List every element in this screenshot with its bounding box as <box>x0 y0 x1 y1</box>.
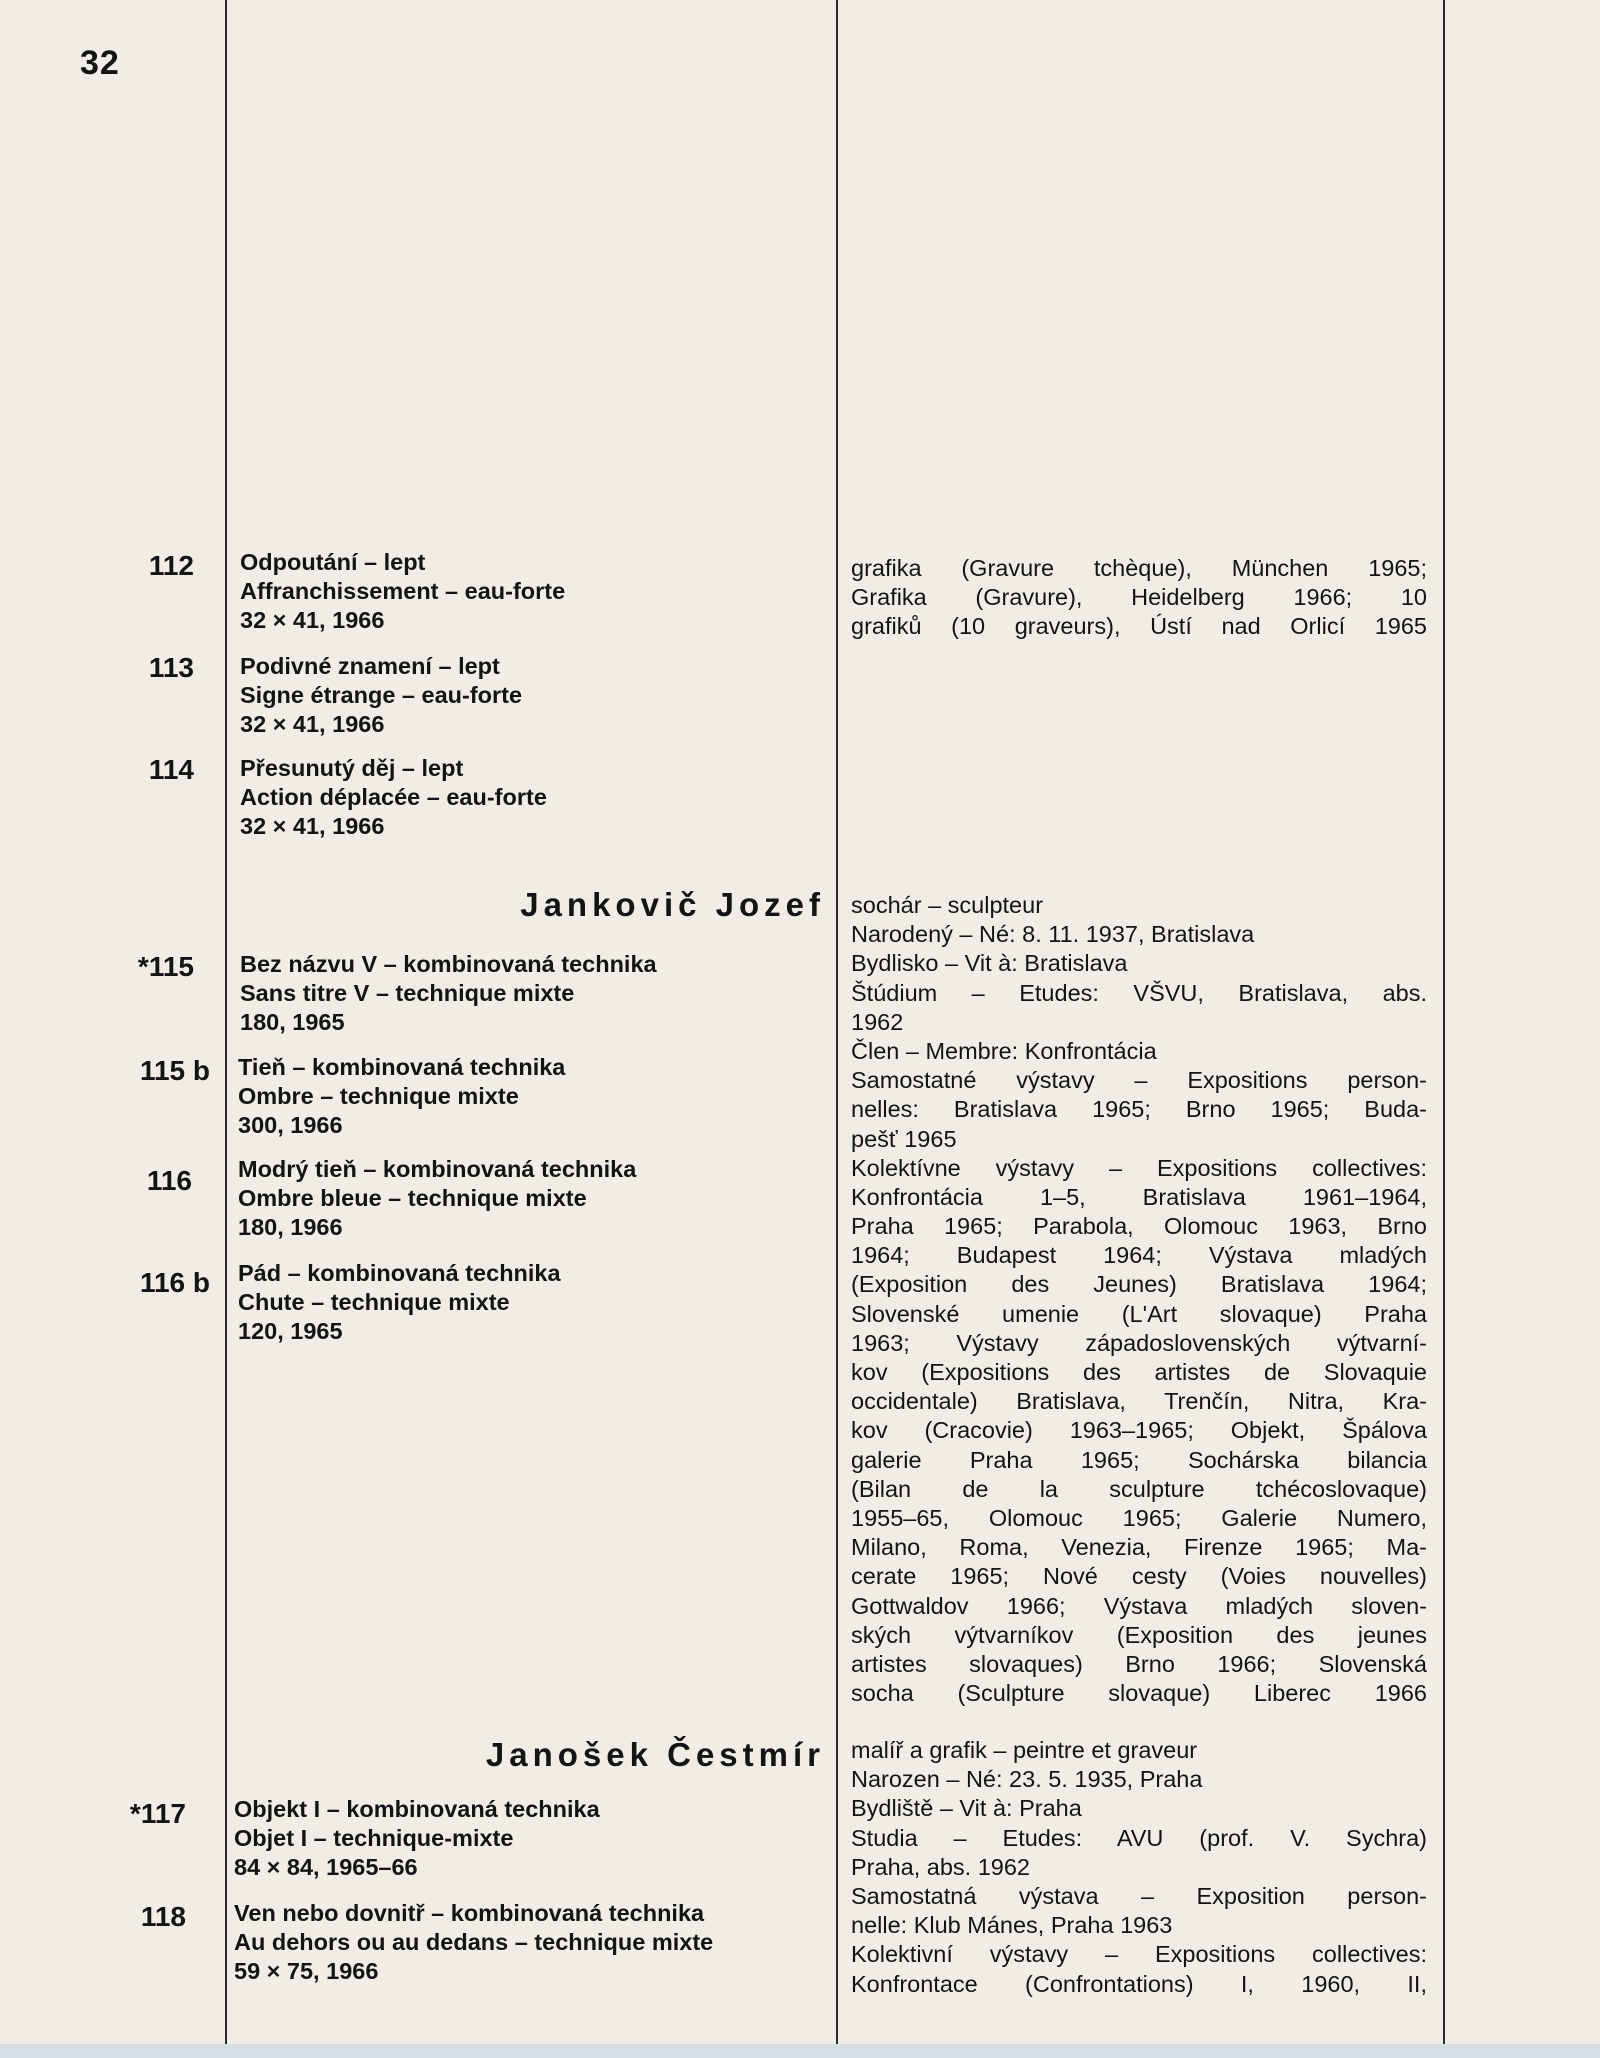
entry-dimensions: 300, 1966 <box>238 1112 343 1138</box>
entry-number: 118 <box>140 1901 186 1932</box>
entry-dimensions: 120, 1965 <box>238 1318 343 1344</box>
bio-line: Studia – Etudes: AVU (prof. V. Sychra) <box>851 1824 1427 1851</box>
entry-number: 116 <box>146 1165 192 1196</box>
bio-line: Samostatná výstava – Exposition person- <box>851 1882 1427 1909</box>
bio-line: Člen – Membre: Konfrontácia <box>851 1037 1157 1064</box>
bio-line: Narodený – Né: 8. 11. 1937, Bratislava <box>851 921 1255 948</box>
entry-number: 116 b <box>139 1267 210 1298</box>
bio-line: Gottwaldov 1966; Výstava mladých sloven- <box>851 1592 1427 1619</box>
bio-line: grafika (Gravure tchèque), München 1965; <box>851 555 1427 581</box>
entry-title-sk: Pád – kombinovaná technika <box>238 1260 561 1286</box>
entry-dimensions: 84 × 84, 1965–66 <box>234 1854 418 1880</box>
bio-line: grafiků (10 graveurs), Ústí nad Orlicí 1965 <box>851 613 1427 640</box>
entry-dimensions: 32 × 41, 1966 <box>240 813 385 839</box>
bio-line: cerate 1965; Nové cesty (Voies nouvelles) <box>851 1563 1427 1590</box>
page-number: 32 <box>80 44 120 82</box>
bio-block-previous-artist <box>851 554 1427 642</box>
bio-line: Grafika (Gravure), Heidelberg 1966; 10 <box>851 584 1427 611</box>
entry-title-sk: Tieň – kombinovaná technika <box>238 1054 566 1080</box>
entry-dimensions: 59 × 75, 1966 <box>234 1958 379 1984</box>
entry-dimensions: 32 × 41, 1966 <box>240 711 385 737</box>
entry-title-sk: Modrý tieň – kombinovaná technika <box>238 1156 637 1182</box>
entry-title-fr: Signe étrange – eau-forte <box>240 682 523 708</box>
artist-name-janosek: Janošek Čestmír <box>485 1736 825 1773</box>
entry-number: 115 b <box>139 1055 210 1086</box>
entry-title-fr: Sans titre V – technique mixte <box>240 980 575 1006</box>
bio-line: sochár – sculpteur <box>851 892 1044 918</box>
bio-line: Bydliště – Vit à: Praha <box>851 1795 1082 1822</box>
bio-line: Milano, Roma, Venezia, Firenze 1965; Ma- <box>851 1534 1427 1561</box>
entry-title-cz: Podivné znamení – lept <box>240 653 500 679</box>
bio-line: 1964; Budapest 1964; Výstava mladých <box>851 1242 1427 1269</box>
entry-title-fr: Objet I – technique-mixte <box>234 1825 514 1851</box>
bio-line: Bydlisko – Vit à: Bratislava <box>851 950 1128 977</box>
entry-title-fr: Au dehors ou au dedans – technique mixte <box>234 1929 714 1955</box>
entry-dimensions: 180, 1965 <box>240 1009 345 1035</box>
entry-number: *115 <box>137 951 194 982</box>
bio-line: pešť 1965 <box>851 1125 957 1152</box>
bio-line: nelle: Klub Mánes, Praha 1963 <box>851 1912 1173 1939</box>
bio-line: 1963; Výstavy západoslovenských výtvarní- <box>851 1329 1427 1356</box>
bio-line: Konfrontace (Confrontations) I, 1960, II, <box>851 1970 1427 1997</box>
bio-line: ských výtvarníkov (Exposition des jeunes <box>851 1621 1427 1648</box>
bio-line: Praha 1965; Parabola, Olomouc 1963, Brno <box>851 1213 1427 1240</box>
bio-line: 1962 <box>851 1008 904 1035</box>
bio-line: artistes slovaques) Brno 1966; Slovenská <box>851 1650 1427 1677</box>
bio-line: 1955–65, Olomouc 1965; Galerie Numero, <box>851 1504 1427 1531</box>
entry-title-cz: Přesunutý děj – lept <box>240 755 464 781</box>
bio-line: Slovenské umenie (L'Art slovaque) Praha <box>851 1300 1427 1327</box>
bio-line: Kolektívne výstavy – Expositions collectives: <box>851 1154 1427 1181</box>
bio-line: Konfrontácia 1–5, Bratislava 1961–1964, <box>851 1183 1427 1210</box>
bio-line: occidentale) Bratislava, Trenčín, Nitra, Kra- <box>851 1388 1427 1415</box>
entry-title-fr: Ombre bleue – technique mixte <box>238 1185 587 1211</box>
entry-title-fr: Action déplacée – eau-forte <box>240 784 547 810</box>
column-rule-middle <box>836 0 838 2044</box>
entry-title-cz: Odpoutání – lept <box>240 549 426 575</box>
entry-number: 113 <box>148 652 194 683</box>
column-rule-right <box>1443 0 1445 2044</box>
scan-bottom-edge <box>0 2044 1600 2058</box>
bio-line: Štúdium – Etudes: VŠVU, Bratislava, abs. <box>851 979 1427 1006</box>
bio-line: galerie Praha 1965; Sochárska bilancia <box>851 1446 1427 1473</box>
bio-line: nelles: Bratislava 1965; Brno 1965; Buda- <box>851 1096 1427 1123</box>
bio-line: (Bilan de la sculpture tchécoslovaque) <box>851 1475 1427 1502</box>
bio-line: malíř a grafik – peintre et graveur <box>851 1737 1198 1763</box>
bio-line: (Exposition des Jeunes) Bratislava 1964; <box>851 1271 1427 1298</box>
bio-line: kov (Cracovie) 1963–1965; Objekt, Špálova <box>851 1417 1427 1444</box>
bio-line: Samostatné výstavy – Expositions person- <box>851 1067 1427 1094</box>
entry-dimensions: 180, 1966 <box>238 1214 343 1240</box>
bio-line: kov (Expositions des artistes de Slovaquie <box>851 1359 1427 1385</box>
entry-title-sk: Bez názvu V – kombinovaná technika <box>240 951 657 977</box>
bio-line: Praha, abs. 1962 <box>851 1853 1030 1880</box>
column-rule-left <box>225 0 227 2044</box>
entry-number: 112 <box>148 550 194 581</box>
entry-title-fr: Chute – technique mixte <box>238 1289 510 1315</box>
entry-title-fr: Affranchissement – eau-forte <box>240 578 566 604</box>
entry-title-fr: Ombre – technique mixte <box>238 1083 519 1109</box>
bio-block-jankovic <box>851 891 1427 1708</box>
entry-dimensions: 32 × 41, 1966 <box>240 607 385 633</box>
bio-line: Kolektivní výstavy – Expositions collectives: <box>851 1941 1427 1968</box>
bio-block-janosek <box>851 1736 1427 1999</box>
artist-name-jankovic: Jankovič Jozef <box>520 886 825 923</box>
bio-line: Narozen – Né: 23. 5. 1935, Praha <box>851 1766 1203 1793</box>
entry-number: *117 <box>129 1798 186 1829</box>
entry-title-cz: Ven nebo dovnitř – kombinovaná technika <box>234 1900 705 1926</box>
entry-number: 114 <box>148 754 194 785</box>
entry-title-cz: Objekt I – kombinovaná technika <box>234 1796 600 1822</box>
bio-line: socha (Sculpture slovaque) Liberec 1966 <box>851 1680 1427 1707</box>
